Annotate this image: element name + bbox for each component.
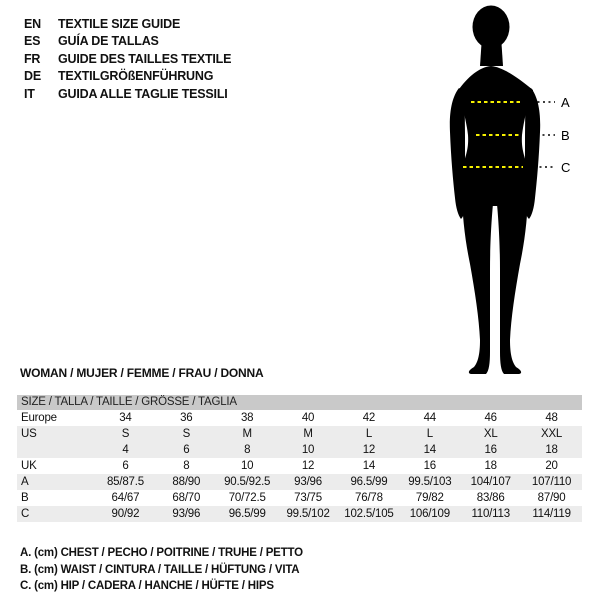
legend-line-waist: B. (cm) WAIST / CINTURA / TAILLE / HÜFTUNG / VITA <box>20 563 300 576</box>
size-cell: 16 <box>423 460 437 472</box>
language-list <box>24 16 231 103</box>
size-cell: 110/113 <box>460 506 521 522</box>
size-cell: 10 <box>278 442 339 458</box>
marker-label-c: C <box>561 160 571 175</box>
language-code: DE <box>24 69 41 84</box>
woman-silhouette <box>450 6 540 375</box>
size-cell: S <box>156 426 217 442</box>
size-cell: 73/75 <box>294 492 322 504</box>
marker-label-a: A <box>561 95 570 110</box>
size-cell: 90.5/92.5 <box>217 474 278 490</box>
size-cell: 46 <box>484 412 497 424</box>
measurement-legend <box>20 545 303 595</box>
size-cell: 38 <box>240 412 254 424</box>
size-cell: 44 <box>423 412 437 424</box>
language-row <box>24 51 231 68</box>
language-label: TEXTILGRÖßENFÜHRUNG <box>58 69 214 84</box>
row-label: B <box>21 492 29 504</box>
marker-labels <box>561 95 570 175</box>
legend-line-chest: A. (cm) CHEST / PECHO / POITRINE / TRUHE / PETTO <box>20 547 303 559</box>
size-cell: 87/90 <box>537 492 566 504</box>
size-cell: 42 <box>362 412 376 424</box>
size-cell: 96.5/99 <box>339 474 400 490</box>
marker-label-b: B <box>561 128 570 143</box>
table-row-us-numbers <box>17 442 582 458</box>
size-cell: L <box>399 426 460 442</box>
table-row-uk <box>17 458 582 474</box>
size-cell: 40 <box>301 412 315 424</box>
size-cell: 99.5/103 <box>399 474 460 490</box>
row-label: US <box>17 426 95 442</box>
language-code: IT <box>24 86 35 101</box>
size-cell: 20 <box>545 460 558 472</box>
size-cell: 70/72.5 <box>228 492 266 504</box>
size-cell: 107/110 <box>521 474 582 490</box>
size-cell: 106/109 <box>399 506 460 522</box>
size-cell: 104/107 <box>460 474 521 490</box>
legend-line-hip: C. (cm) HIP / CADERA / HANCHE / HÜFTE / HIPS <box>20 580 274 592</box>
size-cell: 14 <box>362 460 376 472</box>
row-label: UK <box>21 460 37 472</box>
size-cell: 18 <box>521 442 582 458</box>
size-cell: XXL <box>521 426 582 442</box>
row-label <box>17 442 95 458</box>
table-row-us-letters <box>17 426 582 442</box>
size-cell: 16 <box>460 442 521 458</box>
language-code: EN <box>24 17 41 31</box>
size-cell: 76/78 <box>355 492 383 504</box>
language-row <box>24 16 231 33</box>
table-header: SIZE / TALLA / TAILLE / GRÖSSE / TAGLIA <box>17 395 582 410</box>
size-cell: L <box>339 426 400 442</box>
size-cell: 68/70 <box>172 492 201 504</box>
size-cell: M <box>217 426 278 442</box>
language-label: GUIDE DES TAILLES TEXTILE <box>58 51 232 66</box>
size-cell: 14 <box>399 442 460 458</box>
table-row-europe <box>17 410 582 426</box>
size-cell: 85/87.5 <box>95 474 156 490</box>
language-label: GUIDA ALLE TAGLIE TESSILI <box>58 86 228 101</box>
table-row-waist <box>17 490 582 506</box>
language-row <box>24 33 231 50</box>
size-cell: 6 <box>122 460 129 472</box>
size-cell: 93/96 <box>156 506 217 522</box>
size-cell: 90/92 <box>95 506 156 522</box>
size-cell: 12 <box>301 460 315 472</box>
size-cell: 12 <box>339 442 400 458</box>
language-row <box>24 86 231 103</box>
size-cell: 48 <box>545 412 558 424</box>
size-cell: 10 <box>240 460 254 472</box>
language-row <box>24 68 231 85</box>
size-cell: 79/82 <box>415 492 444 504</box>
size-cell: 88/90 <box>156 474 217 490</box>
language-code: ES <box>24 34 41 49</box>
row-label: A <box>17 474 95 490</box>
size-cell: 34 <box>119 412 132 424</box>
language-label: TEXTILE SIZE GUIDE <box>58 17 181 31</box>
size-cell: 99.5/102 <box>278 506 339 522</box>
size-cell: 93/96 <box>278 474 339 490</box>
size-cell: XL <box>460 426 521 442</box>
language-code: FR <box>24 51 41 66</box>
size-cell: 8 <box>217 442 278 458</box>
size-cell: 18 <box>484 460 497 472</box>
row-label: Europe <box>21 412 57 424</box>
section-title: WOMAN / MUJER / FEMME / FRAU / DONNA <box>20 366 264 380</box>
table-row-chest <box>17 474 582 490</box>
size-cell: 64/67 <box>111 492 140 504</box>
size-cell: 4 <box>95 442 156 458</box>
woman-silhouette-figure <box>420 0 600 380</box>
size-cell: 114/119 <box>521 506 582 522</box>
size-cell: 36 <box>180 412 193 424</box>
language-label: GUÍA DE TALLAS <box>58 34 159 49</box>
size-cell: M <box>278 426 339 442</box>
size-cell: 96.5/99 <box>217 506 278 522</box>
table-header-row <box>17 395 582 410</box>
size-cell: 6 <box>156 442 217 458</box>
size-cell: 83/86 <box>476 492 505 504</box>
size-cell: 102.5/105 <box>339 506 400 522</box>
size-cell: 8 <box>183 460 190 472</box>
size-cell: S <box>95 426 156 442</box>
row-label: C <box>17 506 95 522</box>
size-table <box>17 395 582 522</box>
table-row-hip <box>17 506 582 522</box>
